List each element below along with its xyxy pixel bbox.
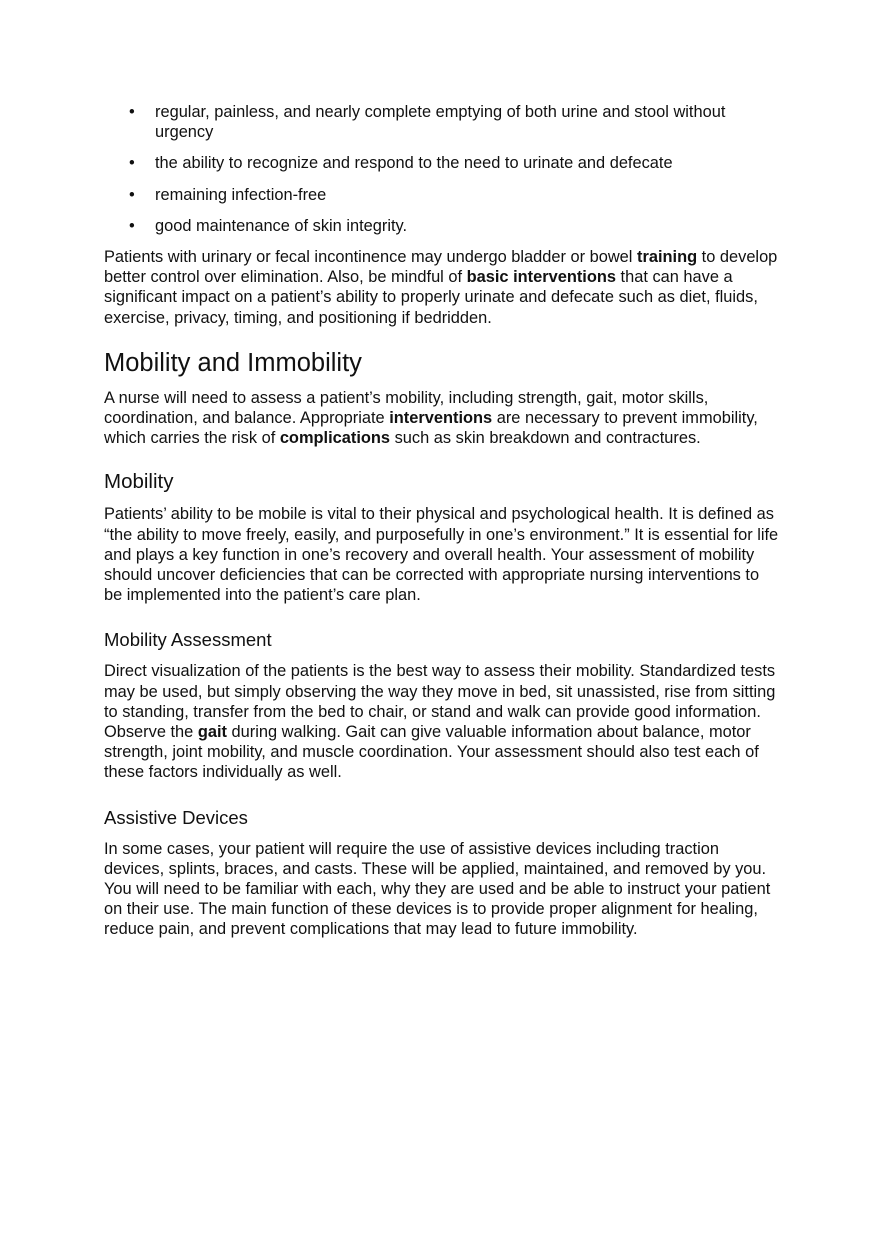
subsection-heading: Mobility [104,470,174,494]
bold-term: complications [279,429,391,448]
document-page [104,102,780,940]
subsection-heading: Assistive Devices [104,806,248,828]
document-body [104,247,780,940]
text-run: such as skin breakdown and contractures. [390,429,701,448]
paragraph [104,504,780,605]
bullet-list [104,102,780,236]
list-item-text: the ability to recognize and respond to the need to urinate and defecate [155,154,673,173]
paragraph [104,247,780,328]
list-item-text: regular, painless, and nearly complete emptying of both urine and stool without urgency [155,103,726,142]
bullet-icon: • [129,103,135,121]
text-run: A nurse will need to assess a patient’s mobility, including strength, gait, motor skills, coordination, and balance. Appropriate [104,388,709,428]
text-run: Direct visualization of the patients is the best way to assess their mobility. Standardized tests may be used, but simply observing the way they move in bed, sit unassisted, rise from sitting to standing, transfer from the bed to chair, or stand and walk can provide good information. Observe the [104,662,776,742]
text-run: Patients’ ability to be mobile is vital to their physical and psychological health. It is defined as “the ability to move freely, easily, and purposefully in one’s environment.” It is essential for life and plays a key function in one’s recovery and overall health. Your assessment of mobility should uncover deficiencies that can be corrected with appropriate nursing interventions to be implemented into the patient’s care plan. [104,505,779,605]
list-item-text: remaining infection-free [155,185,327,204]
list-item [104,153,780,173]
list-item [104,102,780,142]
text-run: Patients with urinary or fecal incontinence may undergo bladder or bowel [104,248,637,267]
list-item-text: good maintenance of skin integrity. [155,216,408,235]
paragraph [104,839,780,940]
bold-term: training [637,248,698,267]
bullet-icon: • [129,185,135,204]
text-run: to develop better control over elimination. Also, be mindful of [104,248,778,287]
paragraph [104,661,780,782]
section-heading: Mobility and Immobility [104,348,362,377]
text-run: during walking. Gait can give valuable information about balance, motor strength, joint mobility, and muscle coordination. Your assessment should also test each of these factors individually as well. [104,723,759,782]
bold-term: gait [197,723,227,742]
bold-term: interventions [389,409,493,428]
paragraph [104,388,780,449]
list-item [104,185,780,205]
bullet-icon: • [129,216,135,235]
list-item [104,216,780,236]
text-run: that can have a significant impact on a patient’s ability to properly urinate and defecate such as diet, fluids, exercise, privacy, timing, and positioning if bedridden. [104,268,758,327]
subsection-heading: Mobility Assessment [104,629,272,651]
text-run: are necessary to prevent immobility, which carries the risk of [104,409,758,448]
bullet-icon: • [129,154,135,173]
bold-term: basic interventions [466,268,616,287]
text-run: In some cases, your patient will require the use of assistive devices including traction devices, splints, braces, and casts. These will be applied, maintained, and removed by you. You will need to be familiar with each, why they are used and be able to instruct your patient on their use. The main function of these devices is to provide proper alignment for healing, reduce pain, and prevent complications that may lead to future immobility. [104,839,771,939]
